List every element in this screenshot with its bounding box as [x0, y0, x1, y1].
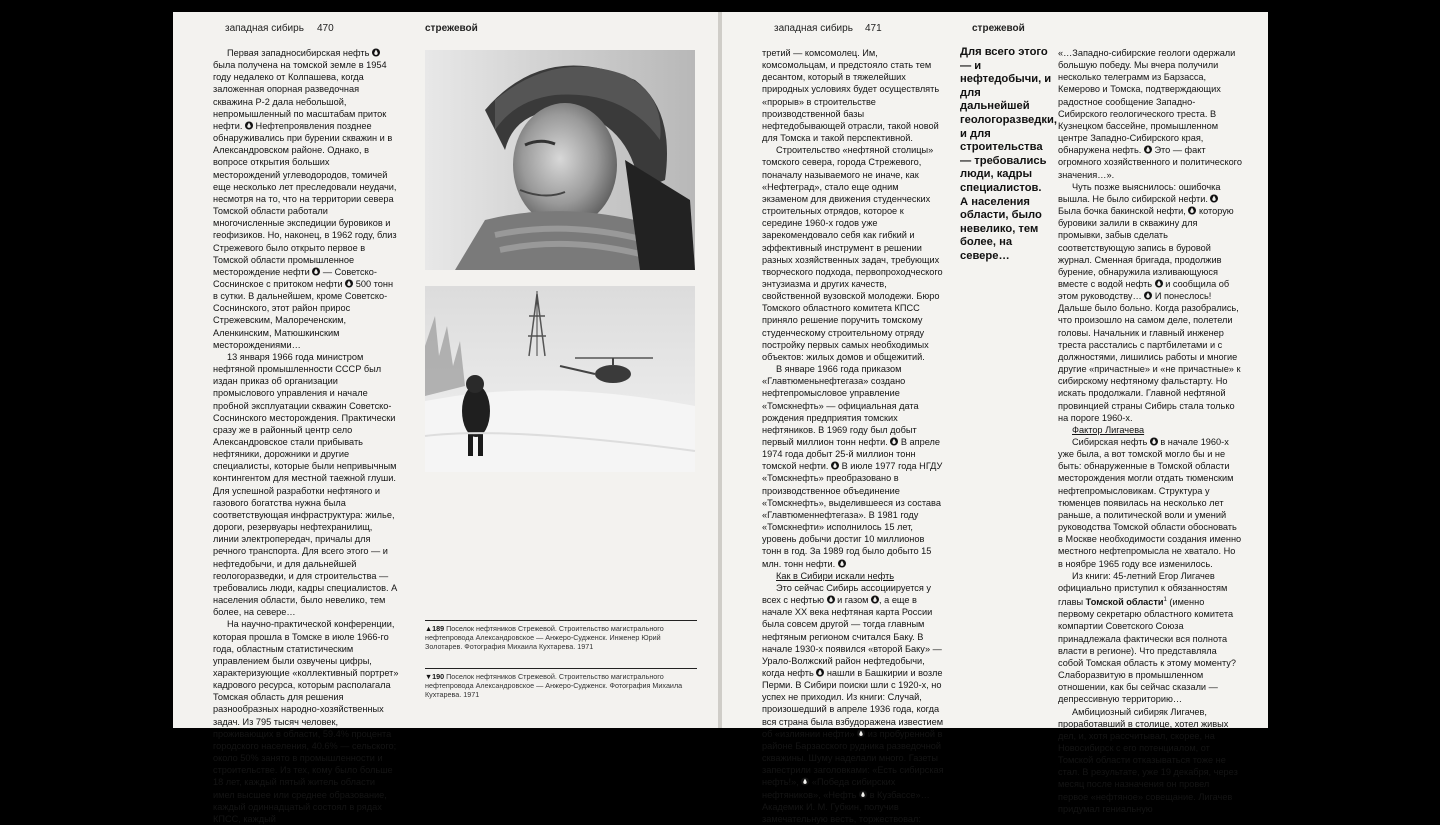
paragraph: На научно-практической конференции, которая прошла в Томске в июле 1966-го года, областным статистическим управлением были озвучены цифры, характеризующие «коллективный портрет» кадрового ресурса, которым располагала Томская область для решения разнообразных народно-хозяйственных задач. Из 795 тысяч человек, проживающих в области, 59.4% процента городского населения, 40.6% — сельского; около 50% занято в промышленности и строительстве. Из тех, кому было больше 18 лет, каждый пятый житель области имел высшее или среднее образование, каждый одиннадцатый состоял в рядах КПСС, каждый: [213, 619, 399, 824]
oil-drop-icon: [838, 559, 846, 568]
section-heading: Фактор Лигачева: [1072, 424, 1145, 435]
paragraph: Первая западносибирская нефть была получена на томской земле в 1954 году недалеко от Колпашева, когда заложенная опорная разведочная скважина Р-2 дала небольшой, непромышленный по масштабам приток нефти. Нефтепроявления позднее обнаруживались при бурении скважин и в Александровском районе. Однако, в вопросе открытия больших месторождений углеводородов, томичей еще несколько лет преследовали неудачи, несмотря на то, что на территории севера Томской области работали многочисленные экспедиции буровиков и геофизиков. Но, наконец, в 1962 году, близ Стрежевого было открыто первое в Томской области промышленное месторождение нефти — Советско-Соснинское с притоком нефти 500 тонн в сутки. В дальнейшем, кроме Советско-Соснинского, этот район прирос Стрежевским, Малореченским, Аленкинским, Матюшкинским месторождениями…: [213, 48, 397, 350]
oil-drop-icon: [312, 267, 320, 276]
paragraph: Это сейчас Сибирь ассоциируется у всех с нефтью и газом , а еще в начале XX века нефтяная карта России была совсем другой — тогда главным нефтяным регионом считался Баку. В начале 1930-х появился «второй Баку» — Урало-Волжский район нефтедобычи, когда нефть нашли в Башкирии и возле Перми. В Сибири поиски шли с 1920-х, но успех не приходил. Из книги: Случай, произошедший в апреле 1936 года, когда вся страна была взбудоражена известием об «излиянии нефти» из пробуренной в районе Барзасского рудника разведочной скважины. Шуму наделали много. Газеты запестрили заголовками: «Есть сибирская нефть!», «Победа сибирских нефтяников», «Нефть в Кузбассе»… Академик И. М. Губкин, получив замечательную весть, торжествовал:: [762, 582, 944, 824]
oil-drop-icon: [1155, 279, 1163, 288]
oil-drop-icon: [345, 279, 353, 288]
running-header-chapter: стрежевой: [972, 23, 1025, 34]
photo-helicopter-tower: [425, 286, 695, 472]
oil-drop-icon: [871, 595, 879, 604]
page-number: 470: [317, 23, 334, 34]
oil-drop-icon: [1210, 194, 1218, 203]
paragraph: Амбициозный сибиряк Лигачев, проработавший в столице, хотел живых дел, и, хотя рассчитывал, скорее, на Новосибирск с его потенциалом, от Томской области отказываться тоже не стал. В результате, уже 19 декабря, через месяц после назначения он провел первое «нефтяное» совещание. Лигачев придумал гениальную: [1058, 706, 1238, 814]
photo-caption-190: [425, 668, 697, 700]
caption-marker: ▼190: [425, 672, 445, 681]
paragraph: 13 января 1966 года министром нефтяной промышленности СССР был издан приказ об организации промыслового управления и начале пробной эксплуатации скважин Советско-Соснинского месторождения. Практически сразу же в районный центр село Александровское стали прибывать нефтяники, дорожники и другие специалисты, которые были непривычным контингентом для местной таежной глуши. Для успешной разработки нефтяного и газового богатства нужна была соответствующая инфраструктура: жилье, дороги, резервуары нефтехранилищ, линии электропередач, причалы для речного транспорта. Для всего этого — и нефтедобычи, и для дальнейшей геологоразведки, и для строительства — требовались люди, кадры специалистов. А населения области, было невелико, тем более, на севере…: [213, 351, 398, 618]
oil-drop-icon: [827, 595, 835, 604]
oil-drop-icon: [857, 729, 865, 738]
oil-drop-icon: [1188, 206, 1196, 215]
pull-quote: Для всего этого — и нефтедобычи, и для дальнейшей геологоразведки, и для строительства — требовались люди, кадры специалистов. А населения области, было невелико, тем более, на севере…: [960, 46, 1057, 262]
oil-drop-icon: [1144, 291, 1152, 300]
oil-drop-icon: [245, 121, 253, 130]
oil-drop-icon: [859, 790, 867, 799]
left-page: [173, 12, 718, 824]
oil-drop-icon: [1144, 145, 1152, 154]
oil-drop-icon: [890, 437, 898, 446]
paragraph: Из книги: 45-летний Егор Лигачев официально приступил к обязанностям главы Томской области$^1$ (именно первому секретарю областного комитета компартии Советского Союза принадлежала фактически вся полнота власти в регионе). Что представляла собой Томская область к этому моменту? Слаборазвитую в промышленном отношении, как бы сейчас сказали — депрессивную территорию…: [1058, 570, 1236, 705]
caption-marker: ▲189: [425, 624, 445, 633]
left-text-column: [213, 47, 399, 825]
running-header-section: западная сибирь: [774, 23, 853, 34]
section-heading: Как в Сибири искали нефть: [776, 570, 895, 581]
oil-drop-icon: [1150, 437, 1158, 446]
oil-drop-icon: [816, 668, 824, 677]
running-header-section: западная сибирь: [225, 23, 304, 34]
caption-text: Поселок нефтяников Стрежевой. Строительство магистрального нефтепровода Александровское — Анжеро-Судженск. Фотография Михаила Кухтарева. 1971: [425, 672, 683, 700]
paragraph: Чуть позже выяснилось: ошибочка вышла. Не было сибирской нефти. Была бочка бакинской нефти, которую буровики залили в скважину для промывки, забыв сделать соответствующую запись в буровой журнал. Сменная бригада, продолжив бурение, обнаружила изливающуюся вместе с водой нефть и сообщила об этом руководству… И понеслось! Дальше было больно. Когда разобрались, что произошло на самом деле, полетели головы. Начальник и главный инженер треста расстались с партбилетами и с должностями, лишились работы и многие другие «причастные» и «не причастные» к сибирскому нефтяному фальстарту. Но искать продолжали. Главной нефтяной провинцией страны Сибирь стала только на пороге 1960-х.: [1058, 181, 1241, 423]
page-number: 471: [865, 23, 882, 34]
running-header-chapter: стрежевой: [425, 23, 478, 34]
paragraph: Сибирская нефть в начале 1960-х уже была, а вот томской могло бы и не быть: обнаруженные в Томской области месторождения могли отдать тюменским нефтепромысловикам. Структура у тюменцев появилась на несколько лет раньше, а политической воли и умений руководства Томской области обосновать в Москве необходимости создания именно местного нефтепромысла не хватало. Но в ноябре 1965 году все изменилось.: [1058, 437, 1242, 569]
caption-text: Поселок нефтяников Стрежевой. Строительство магистрального нефтепровода Александровское — Анжеро-Судженск. Инженер Юрий Золотарев. Фотография Михаила Кухтарева. 1971: [425, 624, 664, 652]
oil-drop-icon: [372, 48, 380, 57]
oil-drop-icon: [831, 461, 839, 470]
photo-caption-189: [425, 620, 697, 652]
right-text-column-1: [762, 47, 946, 825]
oil-drop-icon: [801, 777, 809, 786]
paragraph: В январе 1966 года приказом «Главтюменьнефтегаза» создано нефтепромысловое управление «Томскнефть» — официальная дата рождения предприятия томских нефтяников. В 1969 году был добыт первый миллион тонн нефти. В апреле 1974 года добыт 25-й миллион тонн томской нефти. В июле 1977 года НГДУ «Томскнефть» преобразовано в производственное объединение «Томскнефть», выделившееся из состава «Главтюменнефтегаза». В 1981 году «Томскнефти» исполнилось 15 лет, уровень добычи достиг 10 миллионов тонн в год. За 1989 год было добыто 15 млн. тонн нефти.: [762, 364, 943, 569]
paragraph: «…Западно-сибирские геологи одержали большую победу. Мы вчера получили несколько телеграмм из Барзасса, Кемерово и Томска, подтверждающих радостное сообщение Западно-Сибирского геологического треста. В Кузнецком бассейне, промышленном центре Западно-Сибирского края, обнаружена нефть. Это — факт огромного хозяйственного и политического значения…».: [1058, 48, 1242, 180]
right-page: [722, 12, 1268, 824]
paragraph: Строительство «нефтяной столицы» томского севера, города Стрежевого, поначалу называемого не иначе, как «Нефтеград», стало еще одним экзаменом для движения студенческих строительных отрядов, которое к середине 1960-х годов уже зарекомендовало себя как гибкий и эффективный инструмент в решении разных хозяйственных задач, требующих творческого подхода, первопроходческого энтузиазма и других качеств, свойственной вузовской молодежи. Бюро Томского областного комитета КПСС приняло решение поручить томскому студенческому строительному отряду постройку первых самых необходимых объектов: жилых домов и общежитий.: [762, 145, 943, 362]
paragraph: третий — комсомолец. Им, комсомольцам, и предстояло стать тем десантом, который в тяжелейших природных условиях будет осуществлять «прорыв» в строительстве производственной базы нефтедобывающей отрасли, такой новой для Томска и такой перспективной.: [762, 48, 940, 144]
photo-portrait-engineer: [425, 50, 695, 270]
right-text-column-2: [1058, 47, 1242, 815]
